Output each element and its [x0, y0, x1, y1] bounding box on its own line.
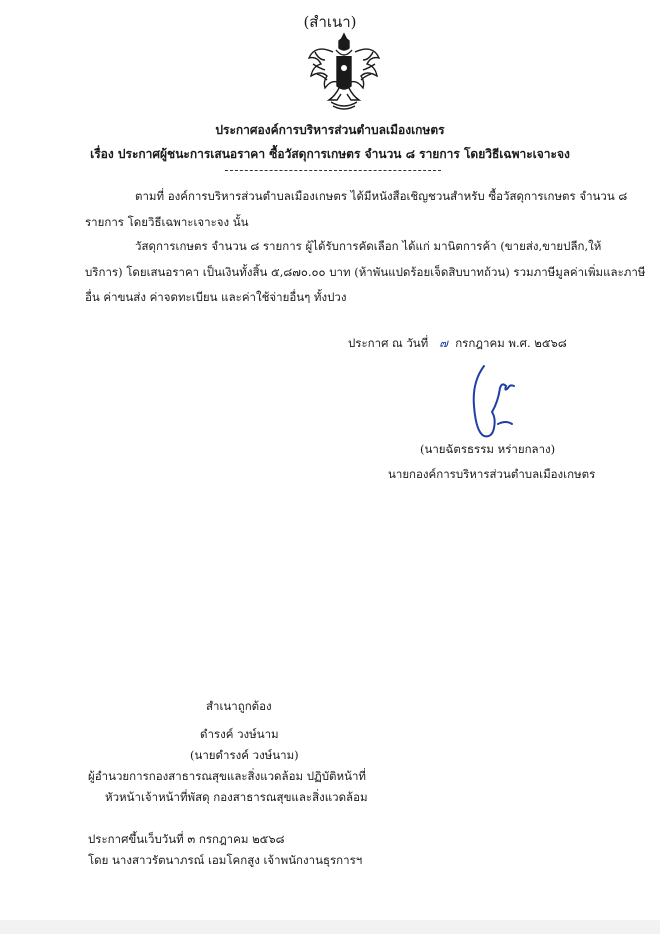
announcement-title: ประกาศองค์การบริหารส่วนตำบลเมืองเกษตร	[215, 123, 445, 137]
scan-bottom-edge	[0, 920, 660, 934]
signatory-position: นายกองค์การบริหารส่วนตำบลเมืองเกษตร	[388, 467, 596, 481]
certified-copy-label: สำเนาถูกต้อง	[206, 699, 272, 713]
handwritten-signature	[462, 362, 522, 442]
certifier-position-line-2: หัวหน้าเจ้าหน้าที่พัสดุ กองสาธารณสุขและสิ่งแวดล้อม	[105, 790, 368, 804]
dashed-divider	[225, 170, 441, 171]
signatory-name: (นายฉัตรธรรม หร่ายกลาง)	[420, 442, 556, 456]
paragraph-1-line-2: รายการ โดยวิธีเฉพาะเจาะจง นั้น	[85, 215, 249, 229]
certifier-name: (นายดำรงค์ วงษ์นาม)	[190, 748, 299, 762]
garuda-emblem	[303, 30, 385, 112]
announcement-date	[348, 335, 567, 353]
date-prefix: ประกาศ ณ วันที่	[348, 336, 429, 350]
paragraph-2-line-3: อื่น ค่าขนส่ง ค่าจดทะเบียน และค่าใช้จ่ายอื่นๆ ทั้งปวง	[85, 290, 347, 304]
copy-mark: (สำเนา)	[303, 13, 357, 31]
certifier-position-line-1: ผู้อำนวยการกองสาธารณสุขและสิ่งแวดล้อม ปฏิบัติหน้าที่	[88, 769, 366, 783]
announcement-subject: เรื่อง ประกาศผู้ชนะการเสนอราคา ซื้อวัสดุการเกษตร จำนวน ๘ รายการ โดยวิธีเฉพาะเจาะจง	[90, 147, 570, 161]
date-month-year: กรกฎาคม พ.ศ. ๒๕๖๘	[455, 336, 567, 350]
date-day: ๗	[439, 336, 448, 350]
paragraph-2-line-1: วัสดุการเกษตร จำนวน ๘ รายการ ผู้ได้รับการคัดเลือก ได้แก่ มานิตการค้า (ขายส่ง,ขายปลีก,ให้	[135, 239, 602, 253]
paragraph-2-line-2: บริการ) โดยเสนอราคา เป็นเงินทั้งสิ้น ๕,๘๗๐.๐๐ บาท (ห้าพันแปดร้อยเจ็ดสิบบาทถ้วน) รวมภาษีมูลค่าเพิ่มและภาษี	[85, 265, 646, 279]
certifier-signature-text: ดำรงค์ วงษ์นาม	[200, 727, 279, 741]
paragraph-1-line-1: ตามที่ องค์การบริหารส่วนตำบลเมืองเกษตร ได้มีหนังสือเชิญชวนสำหรับ ซื้อวัสดุการเกษตร จำนวน ๘	[135, 189, 628, 203]
web-posting-by: โดย นางสาวรัตนาภรณ์ เอมโคกสูง เจ้าพนักงานธุรการฯ	[88, 853, 363, 867]
web-posting-date: ประกาศขึ้นเว็บวันที่ ๓ กรกฎาคม ๒๕๖๘	[88, 832, 285, 846]
